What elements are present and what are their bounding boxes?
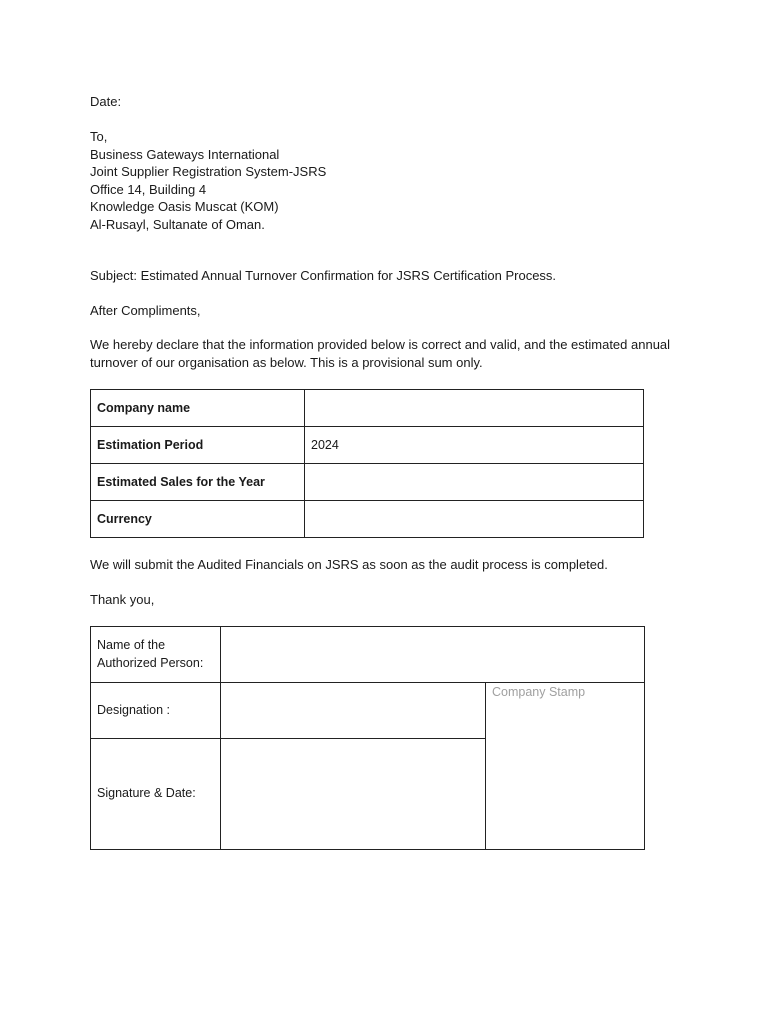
- closing: [90, 591, 680, 609]
- table-row: [91, 501, 644, 538]
- declaration-paragraph: [90, 336, 690, 371]
- signature-date-label: Signature & Date:: [91, 739, 221, 850]
- address-line: Al-Rusayl, Sultanate of Oman.: [90, 216, 265, 232]
- signature-date-field[interactable]: [221, 739, 486, 850]
- closing-text: Thank you,: [90, 592, 155, 607]
- authorized-person-label-line: Name of the: [97, 638, 166, 652]
- authorized-person-label-line: Authorized Person:: [97, 655, 204, 670]
- company-name-label: Company name: [91, 390, 305, 427]
- address-line: Business Gateways International: [90, 146, 280, 162]
- address-line: Knowledge Oasis Muscat (KOM): [90, 199, 279, 214]
- company-stamp-label: Company Stamp: [492, 685, 586, 699]
- to-label: To,: [90, 129, 108, 144]
- date-label: Date:: [90, 94, 122, 109]
- submit-note: [90, 556, 680, 574]
- table-row: [91, 683, 645, 739]
- table-row: [91, 464, 644, 501]
- authorized-person-field[interactable]: [221, 627, 645, 683]
- currency-label: Currency: [91, 501, 305, 538]
- submit-note-text: We will submit the Audited Financials on JSRS as soon as the audit process is completed.: [90, 557, 608, 572]
- greeting-text: After Compliments,: [90, 303, 201, 318]
- subject-line: [90, 267, 680, 285]
- table-row: [91, 390, 644, 427]
- recipient-address: [90, 128, 680, 233]
- address-line: Joint Supplier Registration System-JSRS: [90, 164, 327, 179]
- designation-label: Designation :: [91, 683, 221, 739]
- designation-field[interactable]: [221, 683, 486, 739]
- company-stamp-area[interactable]: [486, 683, 645, 850]
- estimated-sales-value[interactable]: [305, 464, 644, 501]
- address-line: Office 14, Building 4: [90, 181, 207, 197]
- estimation-period-label: Estimation Period: [91, 427, 305, 464]
- declaration-line: turnover of our organisation as below. This is a provisional sum only.: [90, 354, 483, 370]
- greeting: [90, 302, 680, 320]
- date-line: [90, 93, 680, 111]
- authorization-table: [90, 626, 645, 850]
- company-name-value[interactable]: [305, 390, 644, 427]
- subject-text: Subject: Estimated Annual Turnover Confirmation for JSRS Certification Process.: [90, 268, 557, 283]
- currency-value[interactable]: [305, 501, 644, 538]
- authorized-person-label: [91, 627, 221, 683]
- table-row: [91, 627, 645, 683]
- table-row: [91, 427, 644, 464]
- turnover-info-table: [90, 389, 644, 538]
- estimated-sales-label: Estimated Sales for the Year: [91, 464, 305, 501]
- estimation-period-value[interactable]: 2024: [305, 427, 644, 464]
- declaration-line: We hereby declare that the information provided below is correct and valid, and the estimated annual: [90, 337, 671, 352]
